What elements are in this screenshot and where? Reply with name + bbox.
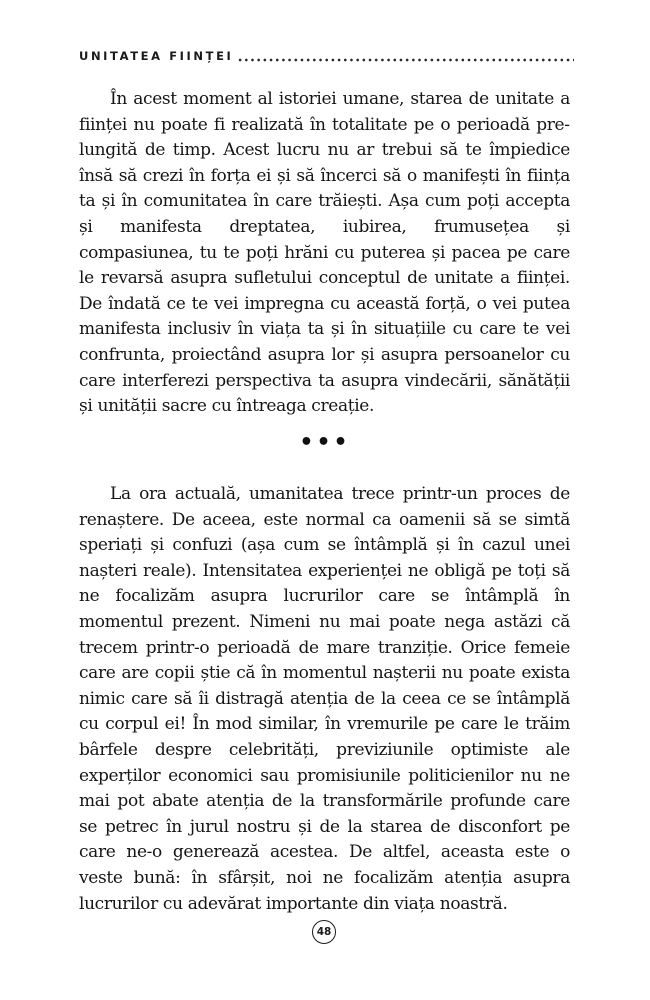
running-header xyxy=(79,49,574,63)
page-number: 48 xyxy=(312,920,336,944)
header-dotted-rule xyxy=(237,58,574,62)
chapter-title: UNITATEA FIINȚEI xyxy=(79,49,234,63)
section-separator: ••• xyxy=(299,430,351,455)
body-paragraph-1: În acest moment al istoriei umane, starea de unitate a ființei nu poate fi realizată în totalitate pe o perioadă prelungită de timp. Acest lucru nu ar trebui să te împiedice însă să crezi în forța ei și să încerci să o manifești în ființa ta și în comunitatea în care trăiești. Așa cum poți accepta și manifesta dreptatea, iubirea, frumusețea și compasiunea, tu te poți hrăni cu puterea și pacea pe care le revarsă asupra sufletului conceptul de unitate a ființei. De îndată ce te vei impregna cu această forță, o vei putea manifesta inclusiv în viața ta și în situațiile cu care te vei confrunta, proiectând asupra lor și asupra persoanelor cu care interferezi perspectiva ta asupra vindecării, sănătății și unității sacre cu întreaga creație. xyxy=(79,89,570,417)
body-paragraph-2: La ora actuală, umanitatea trece printr-un proces de renaștere. De aceea, este normal ca oamenii să se simtă speriați și confuzi (așa cum se întâmplă și în cazul unei nașteri reale). Intensitatea experienței ne obligă pe toți să ne focalizăm asupra lucrurilor care se întâmplă în momentul prezent. Nimeni nu mai poate nega astăzi că trecem printr-o perioadă de mare tranziție. Orice femeie care are copii știe că în momentul nașterii nu poate exista nimic care să îi distragă atenția de la ceea ce se întâmplă cu corpul ei! În mod similar, în vremurile pe care le trăim bârfele despre celebrități, previziunile optimiste ale experților economici sau promisiunile politicienilor nu ne mai pot abate atenția de la transformările profunde care se petrec în jurul nostru și de la starea de disconfort pe care ne-o generează acestea. De altfel, aceasta este o veste bună: în sfârșit, noi ne focalizăm atenția asupra lucrurilor cu adevărat importante din viața noastră. xyxy=(79,484,570,914)
